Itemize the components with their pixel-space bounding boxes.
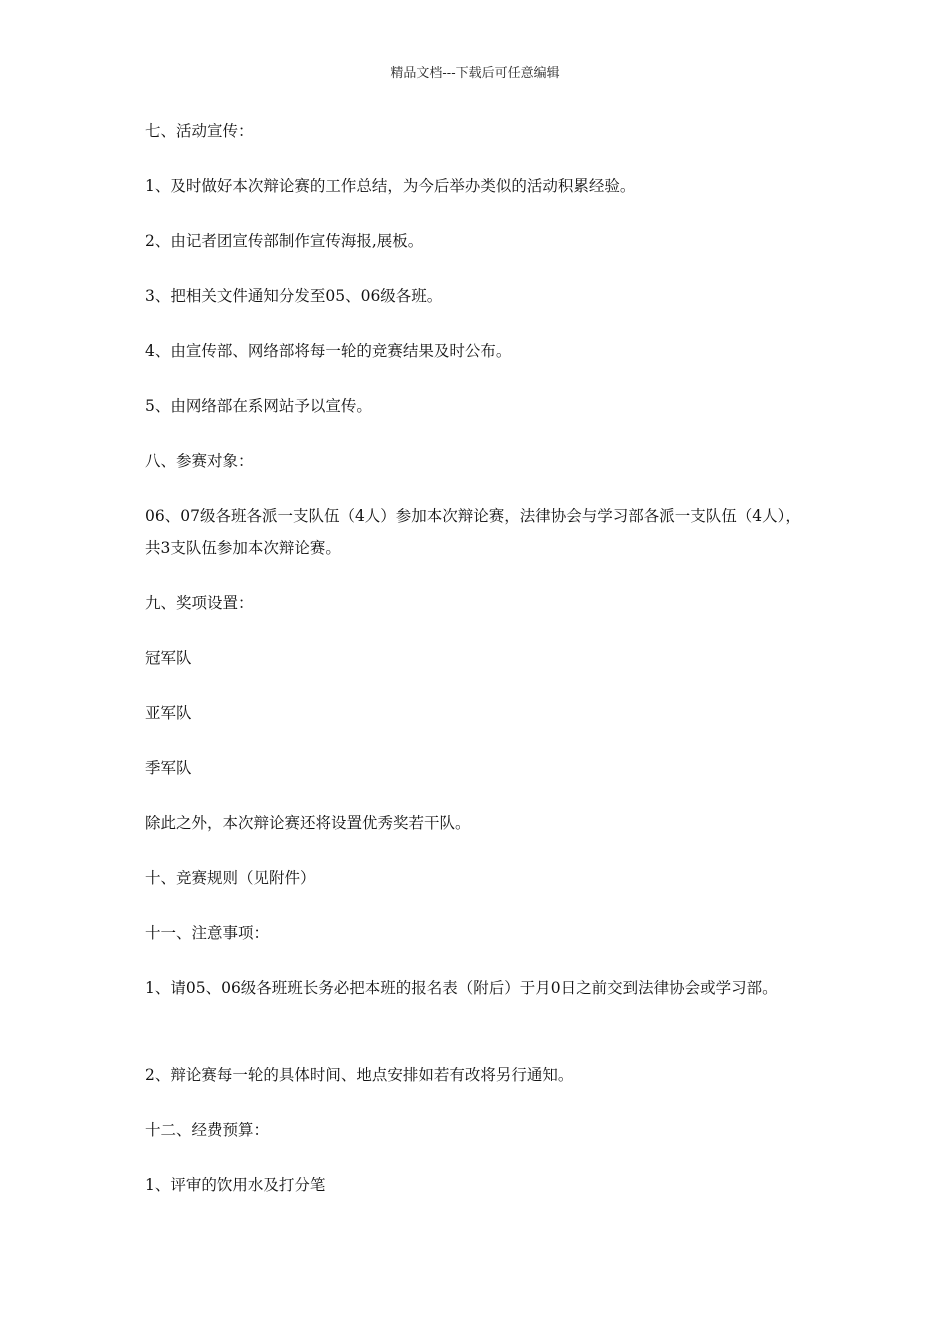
- section-heading-awards: 九、奖项设置：: [145, 594, 254, 612]
- publicity-item-5: 5、由网络部在系网站予以宣传。: [145, 397, 372, 415]
- section-heading-rules: 十、竞赛规则（见附件）: [145, 869, 316, 887]
- award-champion: 冠军队: [145, 649, 192, 667]
- publicity-item-4: 4、由宣传部、网络部将每一轮的竞赛结果及时公布。: [145, 342, 512, 360]
- budget-item-1: 1、评审的饮用水及打分笔: [145, 1176, 326, 1194]
- section-heading-notes: 十一、注意事项：: [145, 924, 270, 942]
- publicity-item-2: 2、由记者团宣传部制作宣传海报,展板。: [145, 232, 424, 250]
- notes-item-2: 2、辩论赛每一轮的具体时间、地点安排如若有改将另行通知。: [145, 1066, 574, 1084]
- page-header: 精品文档---下载后可任意编辑: [390, 66, 560, 81]
- notes-item-1: 1、请05、06级各班班长务必把本班的报名表（附后）于月0日之前交到法律协会或学习部。: [145, 979, 778, 997]
- award-runner-up: 亚军队: [145, 704, 192, 722]
- publicity-item-1: 1、及时做好本次辩论赛的工作总结，为今后举办类似的活动积累经验。: [145, 177, 636, 195]
- award-third-place: 季军队: [145, 759, 192, 777]
- publicity-item-3: 3、把相关文件通知分发至05、06级各班。: [145, 287, 443, 305]
- section-heading-budget: 十二、经费预算：: [145, 1121, 270, 1139]
- section-heading-publicity: 七、活动宣传：: [145, 122, 254, 140]
- section-heading-participants: 八、参赛对象：: [145, 452, 254, 470]
- award-note: 除此之外，本次辩论赛还将设置优秀奖若干队。: [145, 814, 471, 832]
- participants-description: 06、07级各班各派一支队伍（4人）参加本次辩论赛，法律协会与学习部各派一支队伍（4人），共3支队伍参加本次辩论赛。: [145, 507, 801, 557]
- document-body: [145, 115, 810, 1224]
